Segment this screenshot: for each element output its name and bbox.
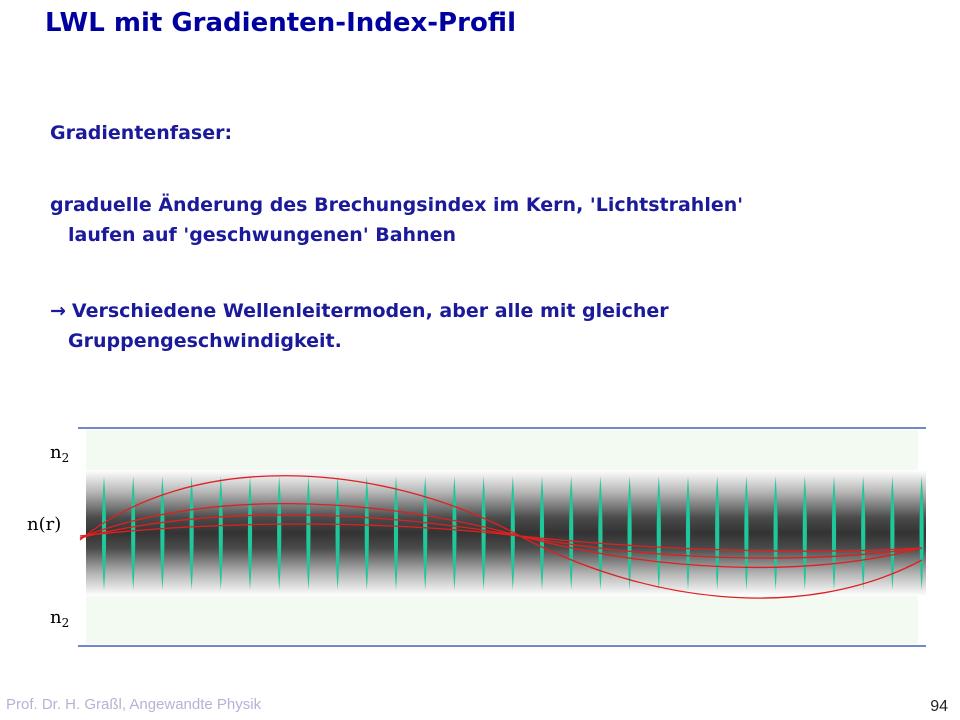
label-n2-top: $n_2$ xyxy=(50,442,70,465)
arrow-right-icon: → xyxy=(50,300,66,322)
footer-author: Prof. Dr. H. Graßl, Angewandte Physik xyxy=(6,696,262,713)
description-line-1: graduelle Änderung des Brechungsindex im Kern, 'Lichtstrahlen' xyxy=(50,194,744,216)
graded-index-fiber-diagram xyxy=(0,420,960,660)
label-n2-bottom: $n_2$ xyxy=(50,607,70,630)
description-paragraph xyxy=(50,190,743,250)
conclusion-line-2: Gruppengeschwindigkeit. xyxy=(68,330,342,352)
conclusion-paragraph xyxy=(50,296,669,356)
conclusion-line-1: Verschiedene Wellenleitermoden, aber alle mit gleicher xyxy=(71,300,669,322)
slide-title: LWL mit Gradienten-Index-Profil xyxy=(45,8,516,38)
label-n-r: n(r) xyxy=(27,514,62,535)
page-number: 94 xyxy=(930,698,948,715)
description-line-2: laufen auf 'geschwungenen' Bahnen xyxy=(68,224,457,246)
heading-gradientenfaser: Gradientenfaser: xyxy=(50,122,233,144)
